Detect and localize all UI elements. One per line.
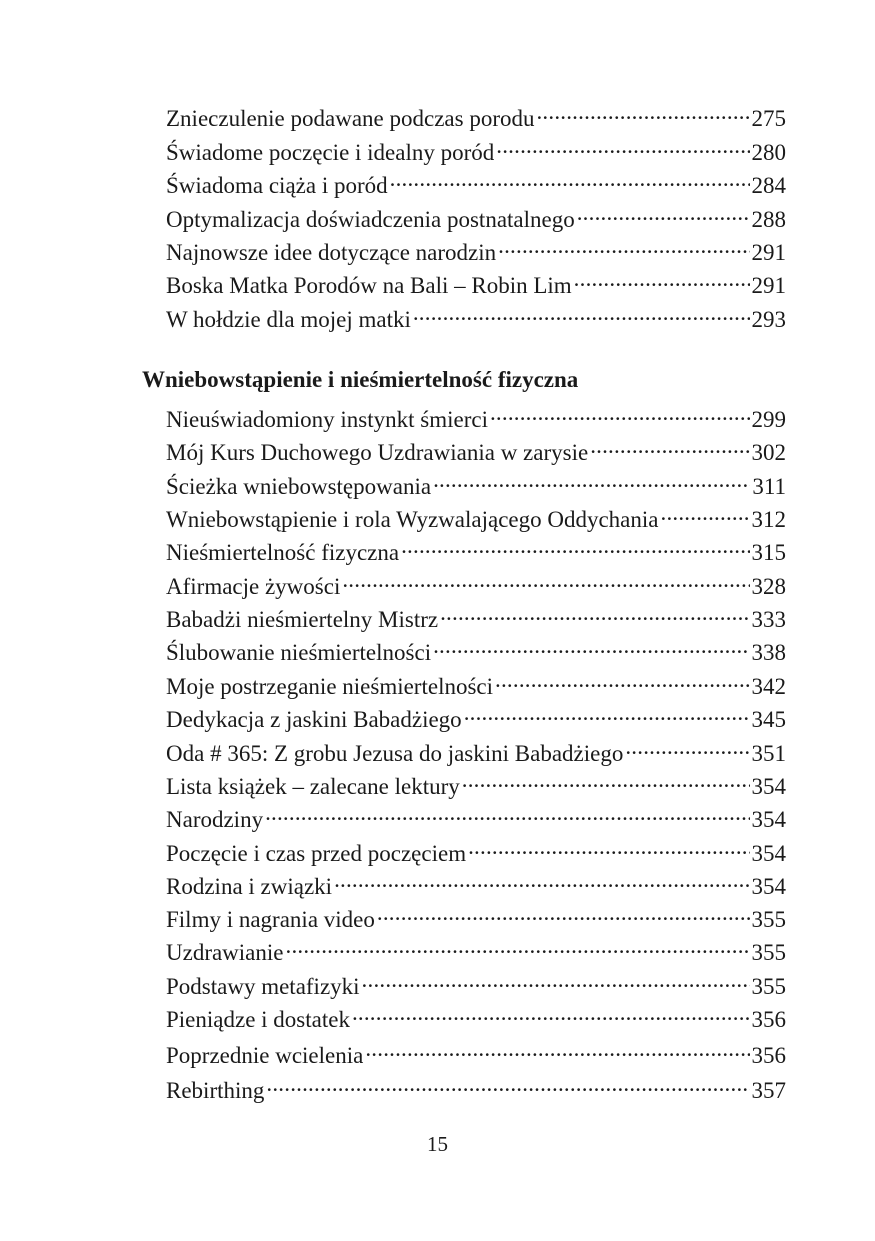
toc-entry bbox=[166, 499, 786, 534]
dot-leader bbox=[464, 699, 750, 727]
dot-leader bbox=[334, 866, 749, 894]
toc-entry-title: Podstawy metafizyki bbox=[166, 974, 360, 999]
toc-entry-page: 288 bbox=[751, 207, 786, 232]
dot-leader bbox=[490, 399, 750, 427]
dot-leader bbox=[265, 799, 749, 827]
toc-entry bbox=[166, 399, 786, 434]
toc-entry-title: Babadżi nieśmiertelny Mistrz bbox=[166, 607, 439, 632]
toc-entry bbox=[166, 599, 786, 634]
page-number: 15 bbox=[427, 1132, 448, 1156]
toc-entry bbox=[166, 766, 786, 801]
toc-entry-title: Rodzina i związki bbox=[166, 874, 333, 899]
toc-entry bbox=[166, 966, 786, 1001]
dot-leader bbox=[590, 432, 749, 460]
dot-leader bbox=[433, 466, 750, 494]
toc-entry-page: 355 bbox=[751, 974, 786, 999]
toc-entry-page: 356 bbox=[751, 1043, 786, 1068]
toc-entry bbox=[166, 432, 786, 467]
toc-entry-page: 351 bbox=[751, 741, 786, 766]
toc-entry-page: 355 bbox=[751, 940, 786, 965]
toc-entry bbox=[166, 932, 786, 967]
toc-entry-title: Dedykacja z jaskini Babadżiego bbox=[166, 707, 462, 732]
dot-leader bbox=[495, 666, 749, 694]
toc-entry bbox=[166, 98, 786, 133]
toc-entry bbox=[166, 699, 786, 734]
toc-entry-title: Lista książek – zalecane lektury bbox=[166, 774, 460, 799]
dot-leader bbox=[401, 532, 749, 560]
toc-entry-title: Optymalizacja doświadczenia postnatalnego bbox=[166, 207, 575, 232]
toc-entry-title: Oda # 365: Z grobu Jezusa do jaskini Babadżiego bbox=[166, 741, 624, 766]
toc-entry bbox=[166, 899, 786, 934]
toc-entry-page: 355 bbox=[751, 907, 786, 932]
dot-leader bbox=[462, 766, 750, 794]
toc-entry bbox=[166, 132, 786, 167]
dot-leader bbox=[468, 833, 749, 861]
section-heading: Wniebowstąpienie i nieśmiertelność fizyczna bbox=[142, 367, 579, 392]
toc-entry bbox=[166, 1035, 786, 1070]
toc-entry-page: 275 bbox=[751, 106, 786, 131]
dot-leader bbox=[577, 199, 750, 227]
toc-entry-title: Świadoma ciąża i poród bbox=[166, 173, 388, 198]
toc-entry bbox=[166, 566, 786, 601]
dot-leader bbox=[266, 1070, 749, 1098]
toc-entry-page: 357 bbox=[751, 1078, 786, 1103]
dot-leader bbox=[342, 566, 749, 594]
toc-entry-page: 312 bbox=[751, 507, 786, 532]
dot-leader bbox=[433, 632, 749, 660]
toc-entry bbox=[166, 666, 786, 701]
dot-leader bbox=[390, 165, 750, 193]
toc-entry bbox=[166, 866, 786, 901]
toc-entry-title: Filmy i nagrania video bbox=[166, 907, 375, 932]
dot-leader bbox=[286, 932, 750, 960]
dot-leader bbox=[498, 232, 749, 260]
toc-entry-title: Wniebowstąpienie i rola Wyzwalającego Oddychania bbox=[166, 507, 659, 532]
toc-entry-title: Rebirthing bbox=[166, 1078, 265, 1103]
toc-entry bbox=[166, 199, 786, 234]
dot-leader bbox=[413, 299, 750, 327]
dot-leader bbox=[365, 1035, 749, 1063]
toc-entry-title: Ścieżka wniebowstępowania bbox=[166, 474, 432, 499]
toc-entry-page: 299 bbox=[751, 407, 786, 432]
toc-entry-page: 354 bbox=[751, 774, 786, 799]
toc-entry-title: Nieuświadomiony instynkt śmierci bbox=[166, 407, 488, 432]
toc-entry bbox=[166, 466, 786, 501]
toc-entry bbox=[166, 532, 786, 567]
toc-entry-page: 328 bbox=[751, 574, 786, 599]
toc-entry-page: 354 bbox=[751, 874, 786, 899]
toc-entry-title: Uzdrawianie bbox=[166, 940, 284, 965]
toc-entry-page: 342 bbox=[751, 674, 786, 699]
toc-entry-title: Najnowsze idee dotyczące narodzin bbox=[166, 240, 497, 265]
toc-entry-page: 354 bbox=[751, 807, 786, 832]
dot-leader bbox=[536, 98, 749, 126]
toc-entry-page: 293 bbox=[751, 307, 786, 332]
toc-entry-page: 280 bbox=[751, 140, 786, 165]
dot-leader bbox=[362, 966, 750, 994]
toc-entry-title: Ślubowanie nieśmiertelności bbox=[166, 640, 432, 665]
toc-entry-page: 345 bbox=[751, 707, 786, 732]
dot-leader bbox=[496, 132, 749, 160]
toc-entry-page: 356 bbox=[751, 1007, 786, 1032]
toc-entry bbox=[166, 999, 786, 1034]
dot-leader bbox=[440, 599, 749, 627]
toc-entry-title: Poczęcie i czas przed poczęciem bbox=[166, 841, 467, 866]
toc-entry-page: 311 bbox=[752, 474, 786, 499]
toc-entry bbox=[166, 232, 786, 267]
dot-leader bbox=[574, 265, 750, 293]
toc-entry-page: 354 bbox=[751, 841, 786, 866]
toc-entry-title: Świadome poczęcie i idealny poród bbox=[166, 140, 495, 165]
dot-leader bbox=[661, 499, 750, 527]
toc-entry bbox=[166, 632, 786, 667]
toc-entry-title: Pieniądze i dostatek bbox=[166, 1007, 350, 1032]
toc-entry bbox=[166, 733, 786, 768]
toc-entry-page: 302 bbox=[751, 440, 786, 465]
toc-entry bbox=[166, 1070, 786, 1105]
toc-entry-page: 284 bbox=[751, 173, 786, 198]
dot-leader bbox=[352, 999, 750, 1027]
toc-entry-title: Mój Kurs Duchowego Uzdrawiania w zarysie bbox=[166, 440, 589, 465]
toc-entry bbox=[166, 265, 786, 300]
toc-entry-page: 291 bbox=[751, 240, 786, 265]
toc-entry bbox=[166, 799, 786, 834]
toc-entry-title: Afirmacje żywości bbox=[166, 574, 341, 599]
toc-entry-title: W hołdzie dla mojej matki bbox=[166, 307, 411, 332]
toc-entry-title: Nieśmiertelność fizyczna bbox=[166, 540, 400, 565]
toc-entry-page: 315 bbox=[751, 540, 786, 565]
toc-entry-page: 333 bbox=[751, 607, 786, 632]
dot-leader bbox=[377, 899, 750, 927]
toc-entry-title: Moje postrzeganie nieśmiertelności bbox=[166, 674, 494, 699]
toc-entry-title: Boska Matka Porodów na Bali – Robin Lim bbox=[166, 273, 572, 298]
dot-leader bbox=[625, 733, 749, 761]
toc-entry-page: 291 bbox=[751, 273, 786, 298]
toc-entry bbox=[166, 833, 786, 868]
toc-entry bbox=[166, 299, 786, 334]
toc-entry-title: Narodziny bbox=[166, 807, 264, 832]
toc-entry-title: Poprzednie wcielenia bbox=[166, 1043, 364, 1068]
toc-entry-title: Znieczulenie podawane podczas porodu bbox=[166, 106, 535, 131]
toc-entry bbox=[166, 165, 786, 200]
toc-entry-page: 338 bbox=[751, 640, 786, 665]
